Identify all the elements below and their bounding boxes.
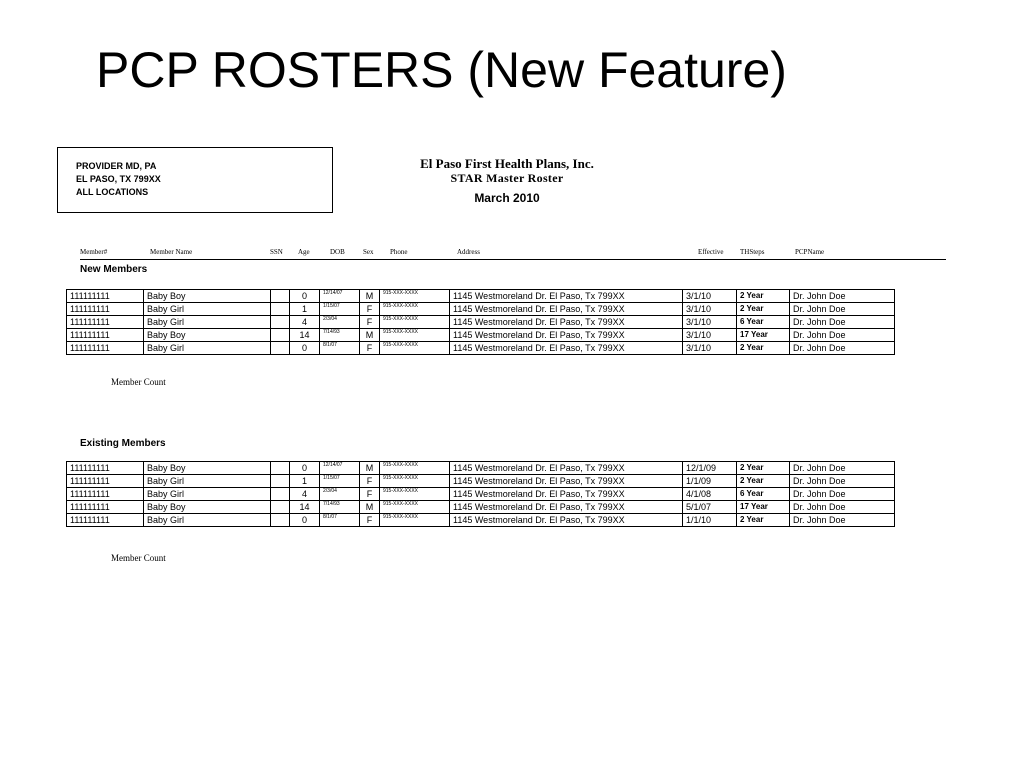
member-thsteps: 6 Year bbox=[737, 316, 790, 329]
member-effective: 1/1/09 bbox=[683, 475, 737, 488]
member-sex: M bbox=[360, 290, 380, 303]
member-dob: 8/1/07 bbox=[320, 342, 360, 355]
new-members-table bbox=[66, 289, 895, 355]
col-header-effective: Effective bbox=[698, 248, 724, 256]
member-age: 14 bbox=[290, 329, 320, 342]
roster-date: March 2010 bbox=[474, 191, 540, 205]
member-age: 0 bbox=[290, 514, 320, 527]
member-sex: F bbox=[360, 488, 380, 501]
member-effective: 3/1/10 bbox=[683, 316, 737, 329]
member-dob: 7/14/93 bbox=[320, 329, 360, 342]
member-id: 111111111 bbox=[67, 514, 144, 527]
member-dob: 1/15/07 bbox=[320, 303, 360, 316]
member-address: 1145 Westmoreland Dr. El Paso, Tx 799XX bbox=[450, 342, 683, 355]
member-pcp: Dr. John Doe bbox=[790, 290, 895, 303]
organization-header bbox=[320, 156, 694, 205]
member-thsteps: 2 Year bbox=[737, 303, 790, 316]
member-age: 0 bbox=[290, 290, 320, 303]
member-ssn bbox=[271, 303, 290, 316]
member-name: Baby Boy bbox=[144, 501, 271, 514]
member-pcp: Dr. John Doe bbox=[790, 514, 895, 527]
member-sex: F bbox=[360, 342, 380, 355]
col-header-dob: DOB bbox=[330, 248, 345, 256]
member-id: 111111111 bbox=[67, 475, 144, 488]
member-thsteps: 17 Year bbox=[737, 329, 790, 342]
col-header-member-name: Member Name bbox=[150, 248, 193, 256]
member-phone: 915-XXX-XXXX bbox=[380, 303, 450, 316]
member-pcp: Dr. John Doe bbox=[790, 488, 895, 501]
table-row bbox=[67, 514, 895, 527]
member-ssn bbox=[271, 329, 290, 342]
member-phone: 915-XXX-XXXX bbox=[380, 514, 450, 527]
member-address: 1145 Westmoreland Dr. El Paso, Tx 799XX bbox=[450, 290, 683, 303]
member-thsteps: 2 Year bbox=[737, 475, 790, 488]
member-name: Baby Girl bbox=[144, 342, 271, 355]
member-thsteps: 2 Year bbox=[737, 342, 790, 355]
table-row bbox=[67, 316, 895, 329]
provider-info-box bbox=[57, 147, 333, 213]
member-address: 1145 Westmoreland Dr. El Paso, Tx 799XX bbox=[450, 303, 683, 316]
member-sex: M bbox=[360, 462, 380, 475]
member-sex: F bbox=[360, 303, 380, 316]
member-dob: 12/14/07 bbox=[320, 290, 360, 303]
member-effective: 3/1/10 bbox=[683, 342, 737, 355]
member-ssn bbox=[271, 290, 290, 303]
member-address: 1145 Westmoreland Dr. El Paso, Tx 799XX bbox=[450, 462, 683, 475]
member-ssn bbox=[271, 316, 290, 329]
member-name: Baby Boy bbox=[144, 329, 271, 342]
col-header-thsteps: THSteps bbox=[740, 248, 765, 256]
member-effective: 5/1/07 bbox=[683, 501, 737, 514]
col-header-ssn: SSN bbox=[270, 248, 283, 256]
member-ssn bbox=[271, 342, 290, 355]
new-members-rows bbox=[67, 290, 895, 355]
member-effective: 3/1/10 bbox=[683, 329, 737, 342]
member-effective: 3/1/10 bbox=[683, 303, 737, 316]
member-name: Baby Girl bbox=[144, 475, 271, 488]
member-id: 111111111 bbox=[67, 488, 144, 501]
table-row bbox=[67, 329, 895, 342]
member-id: 111111111 bbox=[67, 501, 144, 514]
member-sex: F bbox=[360, 475, 380, 488]
member-pcp: Dr. John Doe bbox=[790, 316, 895, 329]
member-pcp: Dr. John Doe bbox=[790, 501, 895, 514]
existing-members-count-label: Member Count bbox=[111, 553, 166, 563]
member-dob: 1/15/07 bbox=[320, 475, 360, 488]
member-effective: 12/1/09 bbox=[683, 462, 737, 475]
member-age: 4 bbox=[290, 488, 320, 501]
existing-members-label: Existing Members bbox=[80, 438, 166, 449]
member-ssn bbox=[271, 501, 290, 514]
member-id: 111111111 bbox=[67, 342, 144, 355]
provider-city: EL PASO, TX 799XX bbox=[76, 174, 161, 184]
table-row bbox=[67, 462, 895, 475]
member-phone: 915-XXX-XXXX bbox=[380, 329, 450, 342]
member-thsteps: 2 Year bbox=[737, 514, 790, 527]
member-pcp: Dr. John Doe bbox=[790, 462, 895, 475]
member-address: 1145 Westmoreland Dr. El Paso, Tx 799XX bbox=[450, 329, 683, 342]
col-header-sex: Sex bbox=[363, 248, 374, 256]
member-dob: 12/14/07 bbox=[320, 462, 360, 475]
member-name: Baby Boy bbox=[144, 290, 271, 303]
member-phone: 915-XXX-XXXX bbox=[380, 501, 450, 514]
col-header-pcp-name: PCPName bbox=[795, 248, 825, 256]
table-row bbox=[67, 501, 895, 514]
member-pcp: Dr. John Doe bbox=[790, 475, 895, 488]
col-header-address: Address bbox=[457, 248, 480, 256]
member-name: Baby Boy bbox=[144, 462, 271, 475]
member-dob: 2/3/04 bbox=[320, 488, 360, 501]
member-thsteps: 2 Year bbox=[737, 462, 790, 475]
member-phone: 915-XXX-XXXX bbox=[380, 316, 450, 329]
member-effective: 3/1/10 bbox=[683, 290, 737, 303]
member-ssn bbox=[271, 514, 290, 527]
member-id: 111111111 bbox=[67, 303, 144, 316]
member-address: 1145 Westmoreland Dr. El Paso, Tx 799XX bbox=[450, 514, 683, 527]
member-phone: 915-XXX-XXXX bbox=[380, 488, 450, 501]
col-header-member-number: Member# bbox=[80, 248, 108, 256]
member-age: 1 bbox=[290, 475, 320, 488]
member-address: 1145 Westmoreland Dr. El Paso, Tx 799XX bbox=[450, 475, 683, 488]
member-thsteps: 2 Year bbox=[737, 290, 790, 303]
member-sex: F bbox=[360, 514, 380, 527]
member-ssn bbox=[271, 475, 290, 488]
member-pcp: Dr. John Doe bbox=[790, 303, 895, 316]
member-dob: 7/14/93 bbox=[320, 501, 360, 514]
existing-members-table bbox=[66, 461, 895, 527]
member-name: Baby Girl bbox=[144, 303, 271, 316]
member-effective: 4/1/08 bbox=[683, 488, 737, 501]
member-age: 14 bbox=[290, 501, 320, 514]
provider-name: PROVIDER MD, PA bbox=[76, 161, 157, 171]
member-age: 1 bbox=[290, 303, 320, 316]
member-age: 4 bbox=[290, 316, 320, 329]
member-sex: M bbox=[360, 501, 380, 514]
table-row bbox=[67, 488, 895, 501]
organization-name: El Paso First Health Plans, Inc. bbox=[420, 156, 594, 171]
slide-title: PCP ROSTERS (New Feature) bbox=[96, 42, 787, 98]
table-row bbox=[67, 342, 895, 355]
member-id: 111111111 bbox=[67, 290, 144, 303]
member-name: Baby Girl bbox=[144, 488, 271, 501]
col-header-age: Age bbox=[298, 248, 310, 256]
column-headers bbox=[80, 247, 946, 260]
member-address: 1145 Westmoreland Dr. El Paso, Tx 799XX bbox=[450, 501, 683, 514]
member-dob: 8/1/07 bbox=[320, 514, 360, 527]
member-phone: 915-XXX-XXXX bbox=[380, 290, 450, 303]
member-id: 111111111 bbox=[67, 462, 144, 475]
member-phone: 915-XXX-XXXX bbox=[380, 475, 450, 488]
member-ssn bbox=[271, 488, 290, 501]
table-row bbox=[67, 303, 895, 316]
roster-title: STAR Master Roster bbox=[450, 171, 564, 185]
member-dob: 2/3/04 bbox=[320, 316, 360, 329]
member-thsteps: 6 Year bbox=[737, 488, 790, 501]
member-age: 0 bbox=[290, 342, 320, 355]
member-address: 1145 Westmoreland Dr. El Paso, Tx 799XX bbox=[450, 488, 683, 501]
member-id: 111111111 bbox=[67, 329, 144, 342]
new-members-label: New Members bbox=[80, 264, 148, 275]
member-pcp: Dr. John Doe bbox=[790, 342, 895, 355]
member-thsteps: 17 Year bbox=[737, 501, 790, 514]
member-phone: 915-XXX-XXXX bbox=[380, 462, 450, 475]
existing-members-rows bbox=[67, 462, 895, 527]
new-members-count-label: Member Count bbox=[111, 377, 166, 387]
member-effective: 1/1/10 bbox=[683, 514, 737, 527]
member-ssn bbox=[271, 462, 290, 475]
member-pcp: Dr. John Doe bbox=[790, 329, 895, 342]
member-phone: 915-XXX-XXXX bbox=[380, 342, 450, 355]
member-address: 1145 Westmoreland Dr. El Paso, Tx 799XX bbox=[450, 316, 683, 329]
member-name: Baby Girl bbox=[144, 514, 271, 527]
member-sex: M bbox=[360, 329, 380, 342]
member-age: 0 bbox=[290, 462, 320, 475]
member-sex: F bbox=[360, 316, 380, 329]
member-id: 111111111 bbox=[67, 316, 144, 329]
provider-locations: ALL LOCATIONS bbox=[76, 187, 149, 197]
table-row bbox=[67, 475, 895, 488]
member-name: Baby Girl bbox=[144, 316, 271, 329]
col-header-phone: Phone bbox=[390, 248, 408, 256]
table-row bbox=[67, 290, 895, 303]
